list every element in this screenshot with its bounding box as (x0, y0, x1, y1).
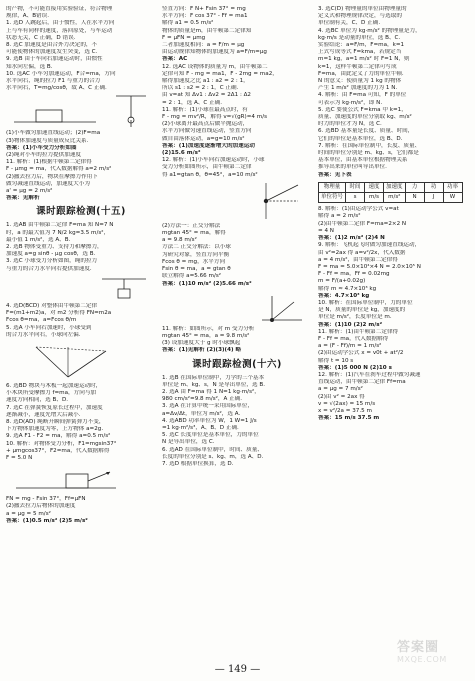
text-line: F - μmg = ma，代入数据解得 a=2 m/s² (6, 166, 112, 173)
text-line: 9. 选A F1 - F2 = ma，解得 a=0.5 m/s² (6, 433, 111, 440)
text-line: (2)撤去拉力后物体的加速度 (6, 503, 76, 510)
text-line: FN = mg - Fsin 37°，Ff=μFN (6, 496, 86, 503)
answer-line: (2)15.6 m/s² (162, 150, 201, 157)
text-line: 7. 选C 在弹簧恢复原长过程中，加速度 (6, 404, 103, 411)
text-line: a = μg = 7 m/s² (318, 386, 363, 393)
text-line: 2. 选A 由 F=ma 得 1 N=1 kg·m/s²， (162, 388, 260, 395)
text-line: mgtan 45° = ma，a = 9.8 m/s² (162, 332, 250, 339)
table-cell: 功 (424, 182, 443, 192)
text-line: 5. 选C 要使公式 F=kma 中 k=1， (318, 106, 407, 113)
text-line: a = 4 m/s²，由牛顿第二定律得 (318, 256, 398, 263)
column-right (318, 6, 469, 661)
text-line: 11. 解析：(1)根据牛顿第二定律得 (6, 159, 92, 166)
text-line: 解得加速度之比 a1 : a2 = 2 : 1， (162, 78, 249, 85)
text-line: 物体的质量是m，由牛顿第二定律知 (162, 27, 252, 34)
text-line: + μmgcos37°，F2=ma，代入数据解得 (6, 447, 110, 454)
text-line: 水平向右，T=mg/cosθ，故 A、C 正确. (6, 85, 107, 92)
table-cell: J (424, 193, 443, 203)
text-line: 9. 解析：飞机起飞时做匀加速直线运动， (318, 242, 421, 249)
text-line: 长度的单位分别是 s、kg、m，选 A、D. (162, 453, 264, 460)
force-diagram-ball-angle (162, 181, 312, 221)
text-line: a = μg = 5 m/s² (6, 510, 51, 517)
text-line: 最小值 1 m/s²，选 A、B. (6, 236, 71, 243)
text-line: 12. 解析：(1)汽车在刹车过程中做匀减速 (318, 371, 421, 378)
text-line: 方法二 正交分解法：以小球 (162, 244, 231, 251)
text-line: 1. 选AB 由牛顿第二定律 F=ma 知 N=7 N (6, 222, 114, 229)
col1-top-block (6, 6, 156, 202)
text-line: Fsin θ = ma，a = gtan θ (162, 266, 231, 273)
text-line: m=1 kg，a=1 m/s² 时 F=1 N，则 (318, 56, 410, 63)
column-left (6, 6, 156, 661)
text-line: 10. 解析：在国际单位制中，力的单位 (318, 299, 413, 306)
text-line: 水平方向做匀速直线运动，竖直方向 (162, 128, 252, 135)
table-cell: m/s (365, 193, 384, 203)
text-line: 单位是 m/s²，长度单位是 m. (318, 314, 392, 321)
text-line: 8. 选D(AD) 绳断开瞬间弹簧弹力不变， (6, 418, 105, 425)
text-line: a=Δv/Δt，单位为 m/s²，选 A. (162, 410, 241, 417)
text-line: (2)方法一：正交分解法 (162, 222, 221, 229)
text-line: a = 9.8 m/s² (162, 237, 197, 244)
text-line: 它们的单位是基本单位，选 B、D. (318, 135, 403, 142)
text-line: 水平方向：F cos 37° - Ff = ma1 (162, 13, 248, 20)
text-line: 解得 a = 2 m/s² (318, 213, 361, 220)
table-cell: N (405, 193, 424, 203)
text-line: (2)由 v² = 2ax 得 (318, 393, 365, 400)
answer-line: 答案：(1)加速度逐渐增大的加速运动 (162, 142, 255, 149)
answer-line: 答案：(1)10 (2)2 m/s² (318, 321, 383, 328)
table-cell: m/s² (384, 193, 406, 203)
table-cell: 单位符号 (319, 193, 346, 203)
text-line: 6. 选AD 在国际单位制中，时间、质量、 (162, 446, 263, 453)
text-line: 知水向左偏，选 B. (6, 63, 53, 70)
answer-line: 答案：15 m/s 37.5 m (318, 415, 380, 422)
section-heading: 课时跟踪检测(十六) (192, 358, 282, 370)
text-line: 受力分析如图所示，由牛顿第二定律 (162, 164, 252, 171)
text-line: 实验结论：a=F/m，F=ma，k=1 (318, 42, 405, 49)
force-diagram-incline (6, 341, 156, 381)
answer-line: 答案：(1)0.5 m/s² (2)5 m/s² (6, 517, 88, 524)
text-line: m = F/(a+0.02g) (318, 278, 366, 285)
text-line: 解得 t = 10 s (318, 357, 354, 364)
text-line: kg·m/s 是动量的单位，选 B、C. (318, 34, 401, 41)
text-line: 8. 选C 加速度是由合外力决定的，不 (6, 42, 98, 49)
text-line: N 是导出单位，选 C. (162, 439, 215, 446)
text-line: 4. 选BC 单位为 kg·m/s² 的物理量是力， (318, 27, 421, 34)
text-line: 竖直方向：F N+ Fsin 37° = mg (162, 6, 246, 12)
table-cell: W (443, 193, 462, 203)
text-line: 11. 解析：(1)小球在最高点时，有 (162, 106, 248, 113)
text-line: 联立解得 a=5.66 m/s² (162, 273, 221, 280)
text-line: 解得 m ≈ 4.7×10³ kg (318, 285, 377, 292)
text-line: 为研究对象，竖直方向平衡 (162, 251, 230, 258)
table-cell: s (346, 193, 365, 203)
text-line: (3)物体加速度与质量成反比关系. (6, 137, 89, 144)
col2-top-block (162, 6, 312, 157)
text-line: 3. 选A 在计算中统一采用国际单位， (162, 403, 254, 410)
text-line: 由运动规律知物体的加速度为 a=F/m=μg (162, 49, 267, 56)
answer-line: 答案：4.7×10³ kg (318, 292, 370, 299)
text-line: 单位是 m、kg、s，N 是导出单位，选 B. (162, 381, 266, 388)
text-line: 上式写成等式 F=kma，若规定当 (318, 49, 402, 56)
text-line: 规律，A、B错误. (6, 13, 50, 20)
text-line: F = μFN = μmg (162, 34, 206, 41)
text-line: 水平向右，绳的拉力 F1 与重力的合力 (6, 78, 101, 85)
text-line: 由 v=at 知 Δv1 : Δv2 = 2Δ1 : Δ2 (162, 92, 251, 99)
table-cell: 时间 (346, 182, 365, 192)
text-line: (3) 设加速度大于 g 时小球飘起 (162, 340, 241, 347)
text-line: 二者加速度相同：a = F/m = μg (162, 42, 245, 49)
text-line: 4. 选D(BCD) 对整体由牛顿第二定律 (6, 302, 98, 309)
text-line: x = v²/2a = 37.5 m (318, 407, 372, 414)
text-line: 1. 选D 人跳起后，由于惯性，人在水平方向 (6, 20, 115, 27)
force-diagram-block (6, 464, 156, 494)
text-line: = 4 N (318, 227, 334, 234)
table-cell: 力 (405, 182, 424, 192)
text-line: 11. 解析：如图所示，对 m 受力分析 (162, 325, 255, 332)
text-line: 4. 解析：由 F=ma 可知，F 的单位 (318, 92, 407, 99)
text-line: 单位制有关，C、D 正确. (318, 20, 381, 27)
text-line: 2. 选B 物体受重力、支持力和摩擦力， (6, 244, 103, 251)
answer-line: 答案：(1)5 000 N (2)10 s (318, 364, 392, 371)
text-line: 定律可知 F - mg = ma1，F - 2mg = ma2， (162, 70, 278, 77)
text-line: Fcos θ = mg，水平方向 (162, 258, 226, 265)
col2-mid-block (162, 157, 312, 354)
text-line: 做匀减速直线运动，加速度大小为 (6, 180, 90, 187)
table-cell: 功率 (443, 182, 462, 192)
text-line: F - Ff = ma，代入数据解得 (318, 335, 389, 342)
text-line: (2)由牛顿第二定律 F=ma=2×2 N (318, 220, 407, 227)
text-line: 与重力的合力水平向右提供加速度. (6, 265, 92, 272)
text-line: 4. 选ABD 功率单位为 W，1 W=1 J/s (162, 417, 257, 424)
text-line: 时间的单位分别是 m、kg、s，它们都是 (318, 150, 419, 157)
text-line: 8. 解析：(1)由运动学公式 v=at (318, 206, 399, 213)
answer-line: 答案：(1)10 m/s² (2)5.66 m/s² (162, 280, 252, 287)
text-line: (2)小球离开最高点后做平抛运动， (162, 121, 249, 128)
text-line: a = (F - Ff)/m = 1 m/s² (318, 343, 382, 350)
force-diagram-two-balls (162, 290, 312, 324)
units-table (318, 182, 463, 203)
column-middle (162, 6, 312, 661)
text-line: 解得 a1 = 0.5 m/s² (162, 20, 214, 27)
text-line: 5. 选A 小车向右加速时，小球受到 (6, 324, 92, 331)
text-line: 7. 选D 根据单位换算，选 D. (162, 460, 234, 467)
text-line: = 2 : 1，选 A、C 正确. (162, 99, 223, 106)
answer-line: 答案：见下表 (318, 171, 352, 178)
text-line: F = ma = 5.0×10⁴×4 N = 2.0×10⁵ N (318, 263, 421, 270)
text-line: 加速度 a=g sinθ - μg cosθ，选 B. (6, 251, 96, 258)
text-line: =1 kg·m²/s³，A、B、D 正确. (162, 424, 239, 431)
text-line: 12. 解析：(1)小车向右加速运动时，小球 (162, 157, 265, 164)
text-line: 产生 1 m/s² 加速度的力为 1 N. (318, 85, 398, 92)
text-line: N 的意义：使质量为 1 kg 的物体 (318, 78, 402, 85)
text-line: 的产物，不可能直接用实验验证，符合物理 (6, 6, 113, 12)
text-line: 逐渐减小，速度先增大后减小. (6, 411, 81, 418)
force-diagram-pulley (6, 275, 156, 301)
text-line: F=(m1+m2)a，对 m2 分析得 FN=m2a (6, 310, 112, 317)
watermark-logo (397, 636, 471, 676)
text-line: 980 cm/s²=9.8 m/s²，A 正确. (162, 396, 243, 403)
watermark-title: 答案圈 (397, 640, 440, 655)
text-line: 时力的单位才为 N，选 C. (318, 121, 382, 128)
text-line: 由 v²=2ax 得 a=v²/2x，代入数据 (318, 249, 406, 256)
text-line: 基本单位，由基本单位根据物理关系 (318, 157, 408, 164)
answer-page (6, 6, 469, 666)
text-line: F - mg = mv²/R，解得 v=√(gR)=4 m/s (162, 114, 268, 121)
text-line: 6. 选BD 基本量是长度、质量、时间， (318, 128, 414, 135)
text-line: 9. 选B 由于车向右加速运动时，由惯性 (6, 56, 103, 63)
text-line: 5. 选C 长度单位是基本单位，力的单位 (162, 432, 259, 439)
text-line: F - Ff = ma，Ff = 0.02mg (318, 271, 390, 278)
text-line: (1)小车做匀加速直线运动；(2)F=ma (6, 130, 101, 137)
answer-line: 答案：(1)2 m/s² (2)4 N (318, 235, 385, 242)
table-row (319, 193, 463, 203)
force-diagram-pendulum (6, 94, 156, 128)
text-line: 推导出来的单位叫导出单位. (318, 164, 387, 171)
col2-section2-block (162, 375, 312, 469)
text-line: (2)撤去拉力后，物块在摩擦力作用下 (6, 173, 98, 180)
page-number: — 149 — (214, 664, 261, 675)
answer-line: 答案：(1)小车受力分析如图 (6, 144, 77, 151)
col3-mid-block (318, 206, 469, 422)
text-line: 定义式和物理规律决定，与选取的 (318, 13, 402, 20)
text-line: k=1，这样牛顿第二定律可写成 (318, 63, 397, 70)
text-line: mgtan 45° = ma，解得 (162, 230, 226, 237)
text-line: 下方物体加速度为零，上方物体 a=2g. (6, 426, 104, 433)
table-row (319, 182, 463, 192)
text-line: 10. 解析：对物体受力分析，F1=mgsin37° (6, 440, 117, 447)
text-line: Fcos θ=ma，a=Fcos θ/m (6, 317, 77, 324)
table-cell: 物理量 (319, 182, 346, 192)
text-line: 3. 选C 小球受力分析如图，绳的拉力 (6, 258, 98, 265)
text-line: 的合力水平向右，小球向左偏. (6, 331, 81, 338)
text-line: 可能使物体的加速度发生突变，选 C. (6, 49, 98, 56)
text-line: 速度方向相同，选 B、D. (6, 397, 69, 404)
text-line: a' = μg = 2 m/s² (6, 188, 53, 195)
text-line: 质量、加速度的单位分别取 kg、m/s² (318, 114, 412, 121)
col1-section1-block (6, 222, 156, 524)
answer-line: 答案：AC (162, 56, 188, 63)
text-line: 状态无关，C 正确，D 错误. (6, 34, 76, 41)
table-cell: 加速度 (384, 182, 406, 192)
text-line: (2)绳对小车的拉力提供加速度 (6, 152, 82, 159)
text-line: 12. 选AC 设物体的质量为 m，由牛顿第二 (162, 63, 268, 70)
table-cell: 速度 (365, 182, 384, 192)
section-heading: 课时跟踪检测(十五) (36, 206, 126, 218)
text-line: 是 N，质量的单位是 kg，加速度的 (318, 307, 406, 314)
text-line: 直线运动，由牛顿第二定律 Ff=ma (318, 379, 406, 386)
text-line: 做自由落体运动，a=g=10 m/s² (162, 135, 245, 142)
text-line: 3. 选C(D) 物理量的单位由物理量的 (318, 6, 407, 12)
text-line: 1. 选B 在国际单位制中，力学的三个基本 (162, 374, 265, 381)
text-line: 7. 解析：在国际单位制中，长度、质量、 (318, 142, 421, 149)
text-line: 6. 选BD 物块与木板一起加速运动时， (6, 382, 102, 389)
text-line: v = √(2ax) = 15 m/s (318, 400, 376, 407)
col3-top-block (318, 6, 469, 179)
text-line: F=ma，由此定义了力的单位牛顿. (318, 70, 404, 77)
answer-line: 答案：见解析 (6, 195, 40, 202)
text-line: 时，a 的最大值为 7 N/2 kg=3.5 m/s²， (6, 229, 110, 236)
text-line: F = 5.0 N (6, 454, 33, 461)
text-line: 10. 选AC 小车匀加速运动，F合=ma，方向 (6, 70, 116, 77)
text-line: (2)由运动学公式 x = v0t + at²/2 (318, 350, 404, 357)
text-line: 所以 s1 : s2 = 2 : 1，C 正确. (162, 85, 239, 92)
watermark-url: MXQE.COM (397, 655, 447, 664)
text-line: 可表示为 kg·m/s²，即 N. (318, 99, 383, 106)
answer-line: 答案：(1)见解析 (2)(3)(4) 略 (162, 347, 242, 354)
text-line: 11. 解析：(1)由牛顿第二定律得 (318, 328, 399, 335)
text-line: 上与车有同样的速度，落回原处，与车运动 (6, 27, 113, 34)
text-line: 得 a1=gtan θ，θ=45°，a=10 m/s² (162, 171, 258, 178)
text-line: 小木块所受摩擦力 f=ma，方向与加 (6, 390, 97, 397)
